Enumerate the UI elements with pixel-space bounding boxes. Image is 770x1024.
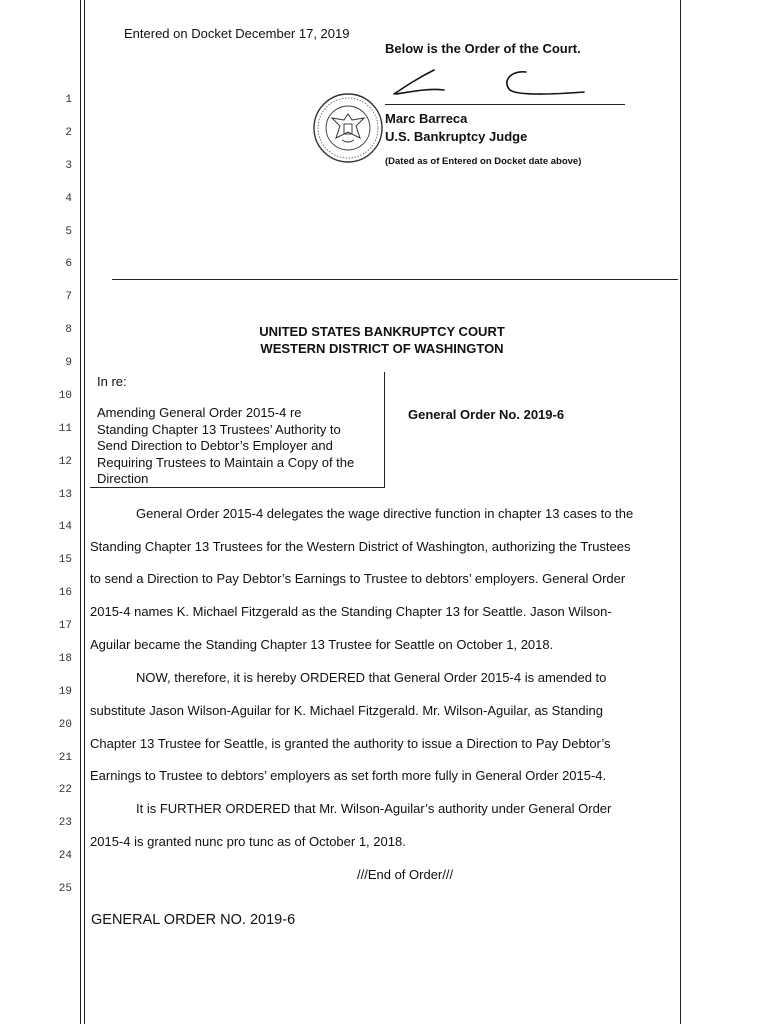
line-number: 15 <box>58 554 72 566</box>
body-line: NOW, therefore, it is hereby ORDERED that General Order 2015-4 is amended to <box>136 670 607 685</box>
line-number: 12 <box>58 456 72 468</box>
caption-matter-line: Direction <box>97 471 149 486</box>
judge-signature <box>388 64 588 102</box>
order-notice: Below is the Order of the Court. <box>385 41 581 56</box>
end-of-order: ///End of Order/// <box>357 867 454 882</box>
line-number: 11 <box>58 423 72 435</box>
court-seal-icon <box>312 92 384 164</box>
caption-matter-line: Amending General Order 2015-4 re <box>97 405 302 420</box>
line-number: 24 <box>58 850 72 862</box>
judge-name: Marc Barreca <box>385 111 468 126</box>
caption-matter-line: Requiring Trustees to Maintain a Copy of the <box>97 454 355 470</box>
caption-matter-line: Send Direction to Debtor’s Employer and <box>97 438 333 453</box>
caption-matter-line: Standing Chapter 13 Trustees’ Authority to <box>97 421 341 437</box>
dated-note: (Dated as of Entered on Docket date above) <box>385 156 582 167</box>
body-line: It is FURTHER ORDERED that Mr. Wilson-Aguilar’s authority under General Order <box>136 801 612 816</box>
line-number: 23 <box>58 817 72 829</box>
body-line: 2015-4 is granted nunc pro tunc as of October 1, 2018. <box>90 834 406 849</box>
line-number: 20 <box>58 719 72 731</box>
line-number: 4 <box>65 193 72 205</box>
judge-title: U.S. Bankruptcy Judge <box>385 129 528 144</box>
left-margin-rule-inner <box>84 0 85 1024</box>
line-number: 2 <box>65 127 72 139</box>
line-number: 1 <box>65 94 72 106</box>
line-number: 9 <box>65 357 72 369</box>
line-number: 5 <box>65 226 72 238</box>
line-number: 10 <box>58 390 72 402</box>
line-number: 18 <box>58 653 72 665</box>
line-number: 8 <box>65 324 72 336</box>
caption-matter <box>97 405 354 488</box>
court-name: UNITED STATES BANKRUPTCY COURT <box>259 324 505 339</box>
line-number: 19 <box>58 686 72 698</box>
body-line: substitute Jason Wilson-Aguilar for K. Michael Fitzgerald. Mr. Wilson-Aguilar, as Standing <box>90 703 603 718</box>
line-number: 17 <box>58 620 72 632</box>
line-number: 6 <box>65 258 72 270</box>
footer-order-number: GENERAL ORDER NO. 2019-6 <box>91 912 296 928</box>
caption-divider <box>384 372 385 488</box>
docket-entry: Entered on Docket December 17, 2019 <box>124 26 350 41</box>
body-line: General Order 2015-4 delegates the wage directive function in chapter 13 cases to the <box>136 506 634 521</box>
line-number: 14 <box>58 521 72 533</box>
signature-line <box>385 104 625 105</box>
line-number: 3 <box>65 160 72 172</box>
right-margin-rule <box>680 0 681 1024</box>
body-line: 2015-4 names K. Michael Fitzgerald as the Standing Chapter 13 for Seattle. Jason Wilson- <box>90 604 612 619</box>
line-number: 7 <box>65 291 72 303</box>
body-line: Aguilar became the Standing Chapter 13 Trustee for Seattle on October 1, 2018. <box>90 637 554 652</box>
line-number: 21 <box>58 752 72 764</box>
line-number: 25 <box>58 883 72 895</box>
general-order-number: General Order No. 2019-6 <box>408 407 565 422</box>
header-separator <box>112 279 678 280</box>
left-margin-rule-outer <box>80 0 81 1024</box>
line-number: 13 <box>58 489 72 501</box>
line-number: 22 <box>58 784 72 796</box>
body-line: to send a Direction to Pay Debtor’s Earnings to Trustee to debtors’ employers. General Order <box>90 571 626 586</box>
body-line: Earnings to Trustee to debtors’ employers as set forth more fully in General Order 2015-4. <box>90 768 607 783</box>
line-number: 16 <box>58 587 72 599</box>
court-district: WESTERN DISTRICT OF WASHINGTON <box>260 341 504 356</box>
caption-in-re: In re: <box>97 374 127 389</box>
body-line: Chapter 13 Trustee for Seattle, is granted the authority to issue a Direction to Pay Debtor’s <box>90 736 611 751</box>
body-line: Standing Chapter 13 Trustees for the Western District of Washington, authorizing the Trustees <box>90 539 631 554</box>
